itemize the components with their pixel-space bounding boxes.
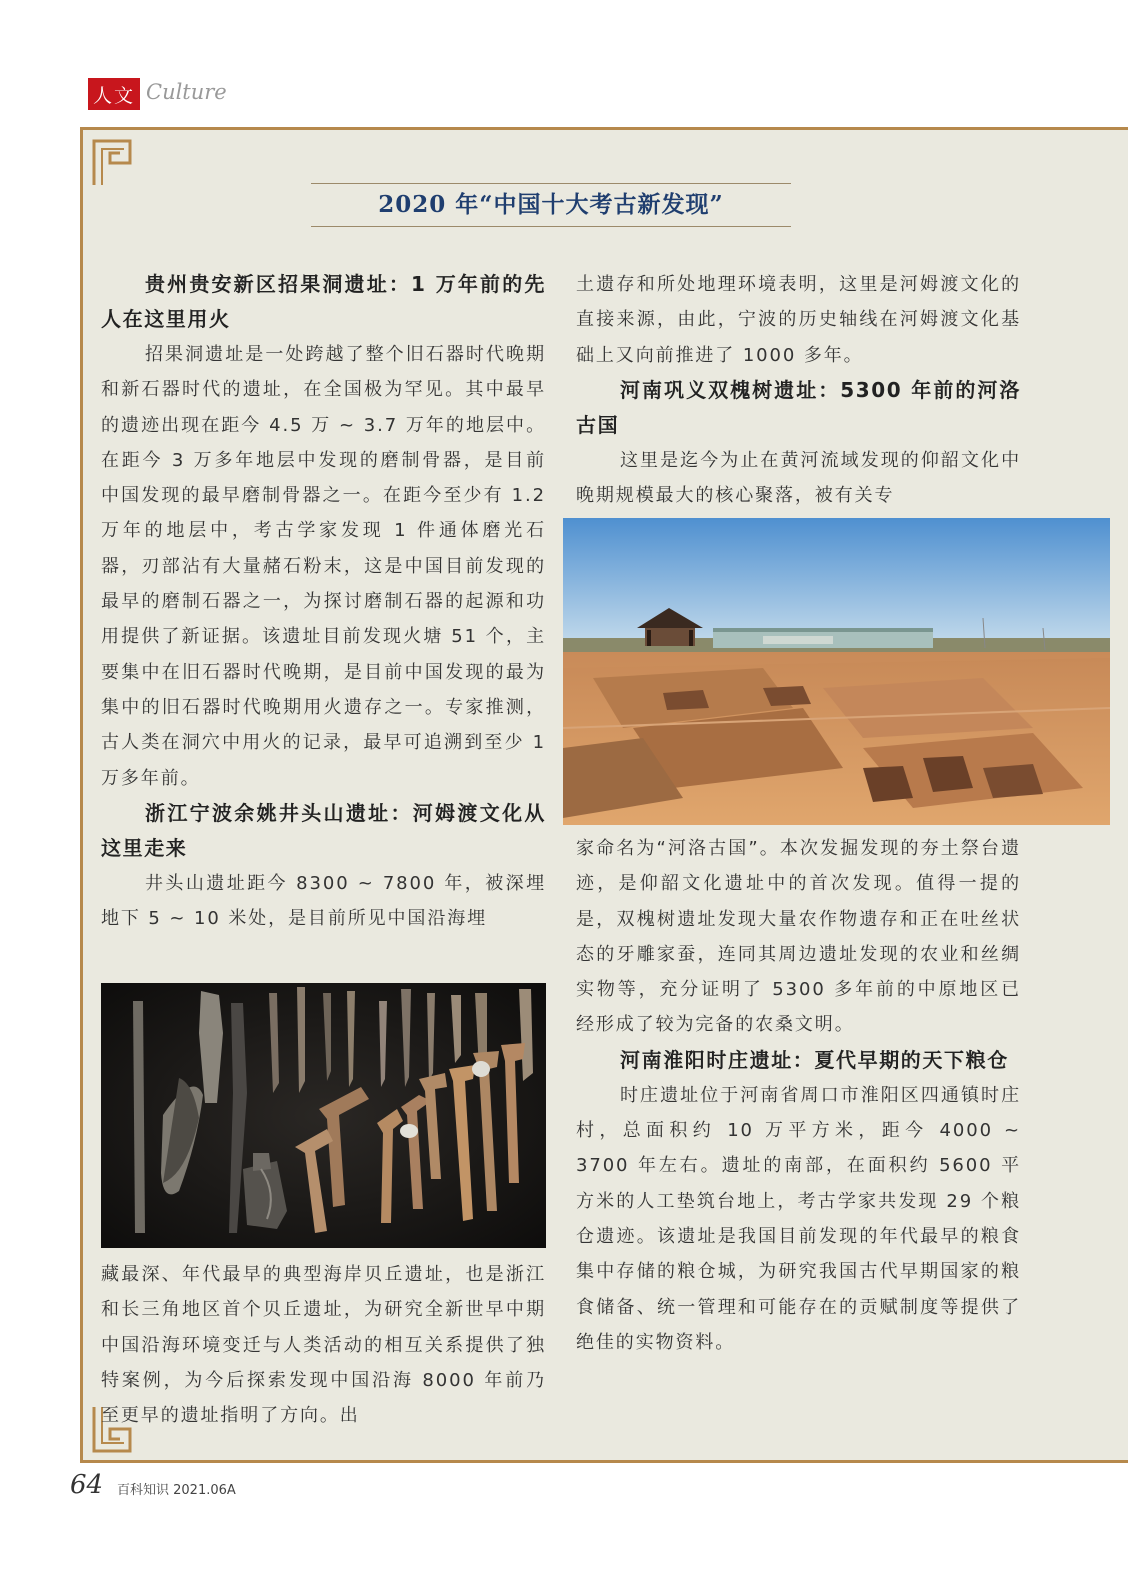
- section-heading-zhaoguodong: 贵州贵安新区招果洞遗址：1 万年前的先人在这里用火: [101, 272, 546, 331]
- section-heading-shuanghuaishu: 河南巩义双槐树遗址：5300 年前的河洛古国: [576, 377, 1021, 437]
- section-tag-english: Culture: [146, 80, 227, 104]
- section-heading-shizhuang: 河南淮阳时庄遗址：夏代早期的天下粮仓: [620, 1047, 1009, 1072]
- fret-corner-top-icon: [80, 127, 140, 187]
- section-tag: 人文: [88, 78, 140, 110]
- section-body-jingtoushan-b: 藏最深、年代最早的典型海岸贝丘遗址，也是浙江和长三角地区首个贝丘遗址，为研究全新世早中期中国沿海环境变迁与人类活动的相互关系提供了独特案例，为今后探索发现中国沿海 8000 年前乃至更早的遗址指明了方向。出: [101, 1264, 546, 1427]
- section-body-jingtoushan-a: 井头山遗址距今 8300 ~ 7800 年，被深埋地下 5 ~ 10 米处，是目前所见中国沿海埋: [101, 872, 546, 930]
- left-column-upper: [101, 267, 546, 936]
- section-body-zhaoguodong: 招果洞遗址是一处跨越了整个旧石器时代晚期和新石器时代的遗址，在全国极为罕见。其中最早的遗迹出现在距今 4.5 万 ~ 3.7 万年的地层中。在距今 3 万多年地层中发现的磨制骨器，是目前中国发现的最早磨制骨器之一。在距今至少有 1.2 万年的地层中，考古学家发现 1 件通体磨光石器，刃部沾有大量赭石粉末，这是中国目前发现的最早的磨制石器之一，为探讨磨制石器的起源和功用提供了新证据。该遗址目前发现火塘 51 个，主要集中在旧石器时代晚期，是目前中国发现的最为集中的旧石器时代晚期用火遗存之一。专家推测，古人类在洞穴中用火的记录，最早可追溯到至少 1 万多年前。: [101, 344, 546, 789]
- section-body-shuanghuaishu-a: 这里是迄今为止在黄河流域发现的仰韶文化中晚期规模最大的核心聚落，被有关专: [576, 449, 1021, 507]
- article-title-box: [311, 183, 791, 227]
- right-column-upper: [576, 267, 1021, 513]
- photo-excavation-site: [563, 518, 1110, 825]
- section-heading-jingtoushan: 浙江宁波余姚井头山遗址：河姆渡文化从这里走来: [101, 800, 546, 860]
- page-number: 64: [70, 1470, 104, 1500]
- article-title: 2020 年“中国十大考古新发现”: [378, 191, 724, 218]
- section-body-jingtoushan-c: 土遗存和所处地理环境表明，这里是河姆渡文化的直接来源，由此，宁波的历史轴线在河姆渡文化基础上又向前推进了 1000 多年。: [576, 274, 1021, 366]
- section-body-shuanghuaishu-b: 家命名为“河洛古国”。本次发掘发现的夯土祭台遗迹，是仰韶文化遗址中的首次发现。值得一提的是，双槐树遗址发现大量农作物遗存和正在吐丝状态的牙雕家蚕，连同其周边遗址发现的农业和丝绸实物等，充分证明了 5300 多年前的中原地区已经形成了较为完备的农桑文明。: [576, 838, 1021, 1036]
- section-body-shizhuang: 时庄遗址位于河南省周口市淮阳区四通镇时庄村，总面积约 10 万平方米，距今 4000 ~ 3700 年左右。遗址的南部，在面积约 5600 平方米的人工垫筑台地上，考古学家共发现 29 个粮仓遗迹。该遗址是我国目前发现的年代最早的粮食集中存储的粮仓城，为研究我国古代早期国家的粮食储备、统一管理和可能存在的贡赋制度等提供了绝佳的实物资料。: [576, 1084, 1021, 1353]
- photo-artifacts: [101, 983, 546, 1248]
- left-column-lower: [101, 1257, 546, 1433]
- right-column-lower: [576, 831, 1021, 1360]
- magazine-issue: 百科知识 2021.06A: [117, 1483, 236, 1498]
